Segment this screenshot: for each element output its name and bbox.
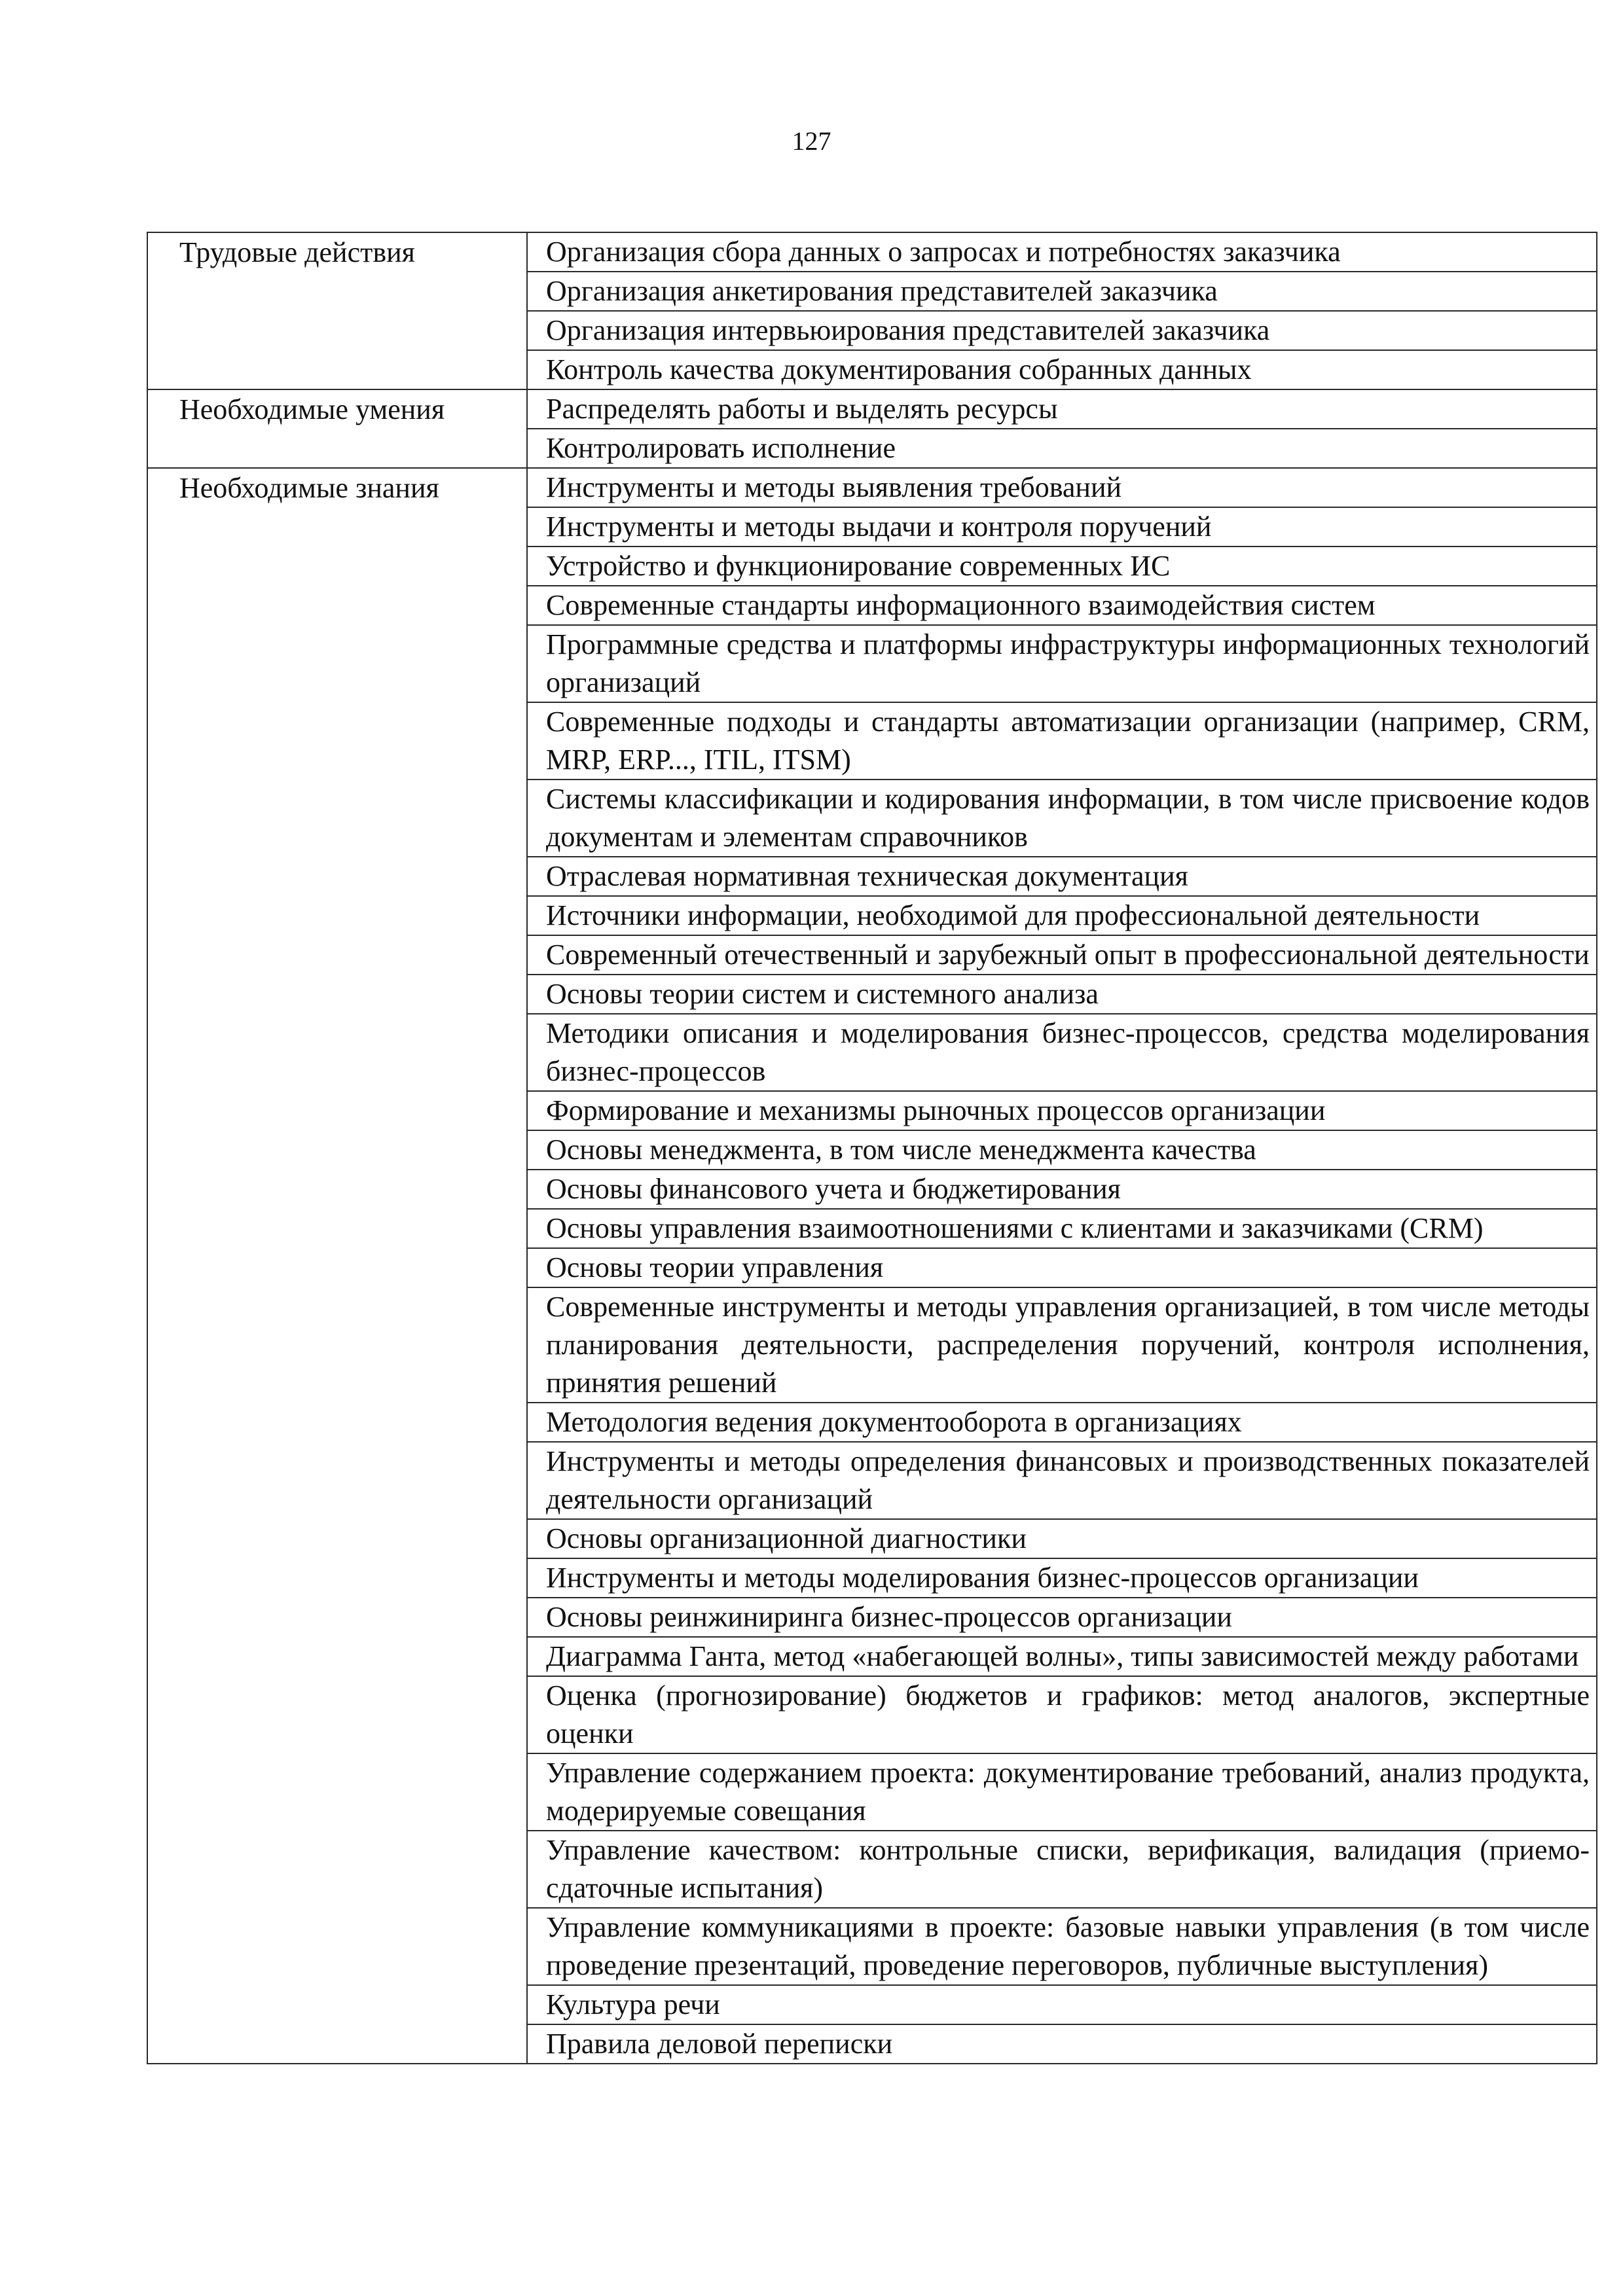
section-item: Отраслевая нормативная техническая документация [527,857,1597,896]
section-item: Организация сбора данных о запросах и потребностях заказчика [527,232,1597,272]
section-item: Основы теории систем и системного анализа [527,975,1597,1014]
section-item: Организация интервьюирования представителей заказчика [527,311,1597,350]
section-item: Формирование и механизмы рыночных процессов организации [527,1091,1597,1130]
section-item: Диаграмма Ганта, метод «набегающей волны», типы зависимостей между работами [527,1637,1597,1676]
section-item: Современные инструменты и методы управления организацией, в том числе методы планирования деятельности, распределения поручений, контроля исполнения, принятия решений [527,1287,1597,1403]
section-item: Контролировать исполнение [527,429,1597,468]
section-item: Управление содержанием проекта: документирование требований, анализ продукта, модерируемые совещания [527,1753,1597,1831]
section-label: Необходимые знания [147,468,527,2064]
section-item: Правила деловой переписки [527,2024,1597,2064]
section-item: Организация анкетирования представителей заказчика [527,272,1597,311]
table-row [147,389,1597,429]
section-item: Инструменты и методы моделирования бизнес-процессов организации [527,1558,1597,1598]
section-item: Инструменты и методы выдачи и контроля поручений [527,507,1597,547]
section-item: Инструменты и методы выявления требований [527,468,1597,507]
section-item: Контроль качества документирования собранных данных [527,350,1597,389]
section-item: Современные подходы и стандарты автоматизации организации (например, CRM, MRP, ERP..., ITIL, ITSM) [527,702,1597,780]
section-item: Системы классификации и кодирования информации, в том числе присвоение кодов документам и элементам справочников [527,780,1597,857]
table-row [147,232,1597,272]
section-item: Инструменты и методы определения финансовых и производственных показателей деятельности организаций [527,1442,1597,1519]
section-item: Распределять работы и выделять ресурсы [527,389,1597,429]
section-label: Необходимые умения [147,389,527,468]
section-item: Современный отечественный и зарубежный опыт в профессиональной деятельности [527,935,1597,975]
section-item: Основы менеджмента, в том числе менеджмента качества [527,1130,1597,1170]
page-number: 127 [792,126,831,156]
section-item: Основы теории управления [527,1248,1597,1287]
section-item: Источники информации, необходимой для профессиональной деятельности [527,896,1597,935]
table-row [147,468,1597,507]
competency-table [147,232,1597,2064]
section-item: Программные средства и платформы инфраструктуры информационных технологий организаций [527,625,1597,702]
section-item: Методология ведения документооборота в организациях [527,1403,1597,1442]
section-item: Методики описания и моделирования бизнес-процессов, средства моделирования бизнес-процессов [527,1014,1597,1091]
section-item: Современные стандарты информационного взаимодействия систем [527,586,1597,625]
section-item: Управление качеством: контрольные списки, верификация, валидация (приемо-сдаточные испытания) [527,1831,1597,1908]
section-item: Устройство и функционирование современных ИС [527,547,1597,586]
section-item: Основы организационной диагностики [527,1519,1597,1558]
section-item: Основы реинжиниринга бизнес-процессов организации [527,1598,1597,1637]
section-label: Трудовые действия [147,232,527,389]
section-item: Основы финансового учета и бюджетирования [527,1170,1597,1209]
section-item: Основы управления взаимоотношениями с клиентами и заказчиками (CRM) [527,1209,1597,1248]
section-item: Оценка (прогнозирование) бюджетов и графиков: метод аналогов, экспертные оценки [527,1676,1597,1753]
competency-table-body [147,232,1597,2064]
section-item: Культура речи [527,1985,1597,2024]
section-item: Управление коммуникациями в проекте: базовые навыки управления (в том числе проведение презентаций, проведение переговоров, публичные выступления) [527,1908,1597,1985]
